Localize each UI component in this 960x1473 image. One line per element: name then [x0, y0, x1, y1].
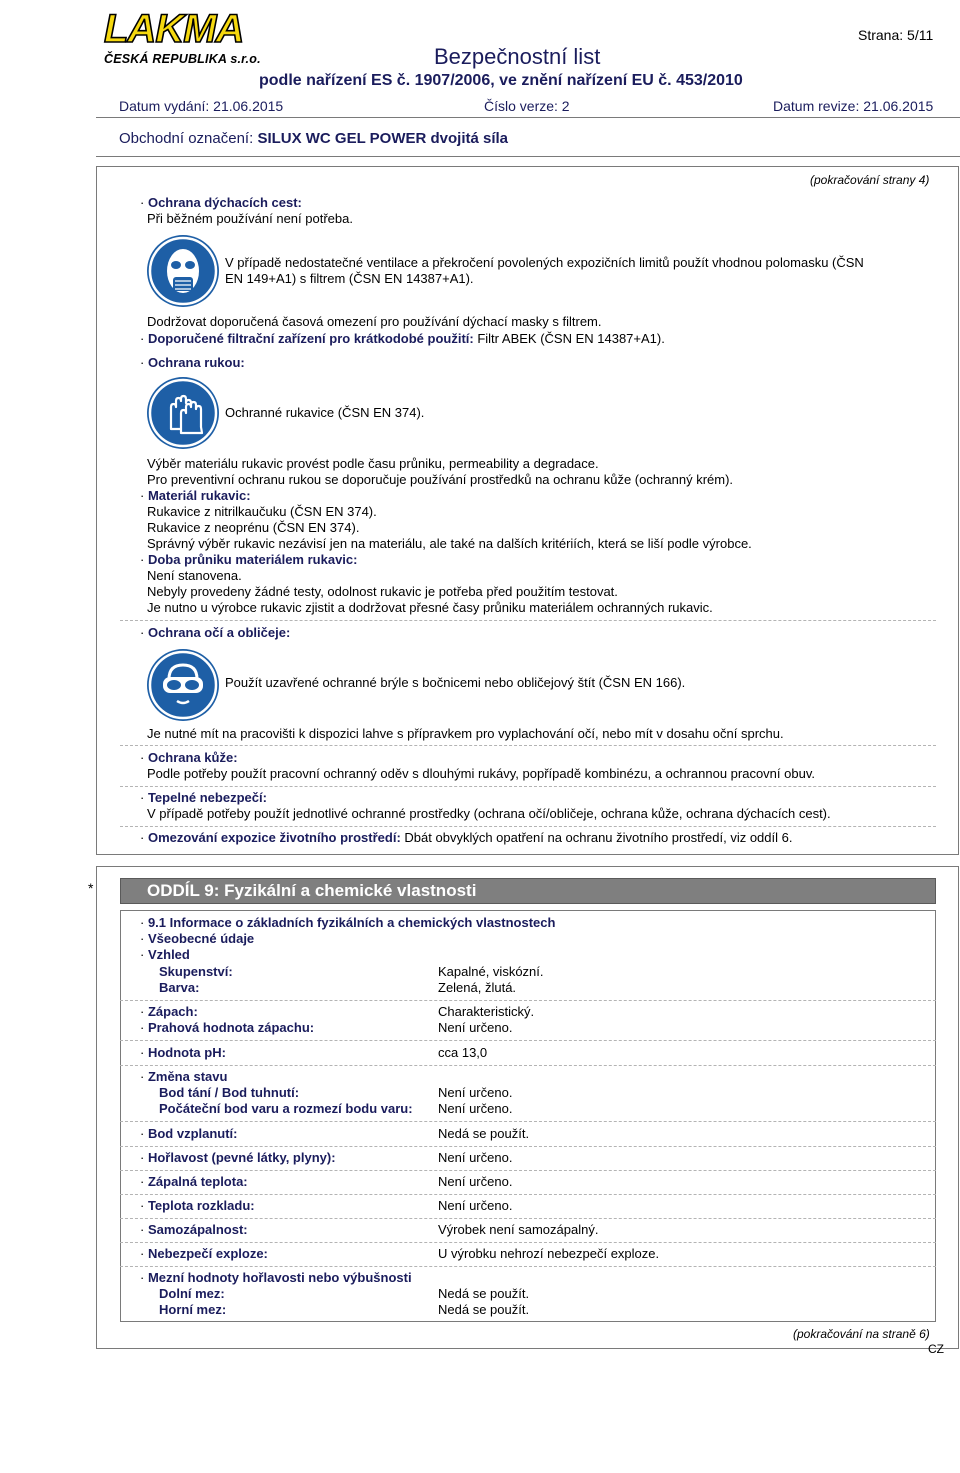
- ignition-line: · Zápalná teplota:: [140, 1174, 248, 1189]
- appearance-line: · Vzhled: [140, 947, 190, 962]
- flammability-label: Hořlavost (pevné látky, plyny):: [147, 1150, 336, 1165]
- divider: [120, 1242, 936, 1243]
- eye-label: · Ochrana očí a obličeje:: [140, 625, 291, 640]
- divider: [120, 1218, 936, 1219]
- env-value: Dbát obvyklých opatření na ochranu životního prostředí, viz oddíl 6.: [404, 830, 793, 845]
- logo-top: LAKMA: [104, 7, 244, 51]
- divider: [120, 745, 936, 746]
- divider: [120, 786, 936, 787]
- appearance-text: Vzhled: [147, 947, 190, 962]
- thermal-label: · Tepelné nebezpečí:: [140, 790, 267, 805]
- filter-label: Doporučené filtrační zařízení pro krátkodobé použití:: [147, 331, 474, 346]
- ignition-value: Není určeno.: [438, 1174, 513, 1189]
- divider: [120, 826, 936, 827]
- divider: [120, 1065, 936, 1066]
- filter-value: Filtr ABEK (ČSN EN 14387+A1).: [477, 331, 665, 346]
- skin-line-1: Podle potřeby použít pracovní ochranný oděv s dlouhými rukávy, popřípadě kombinézu, a ochrannou pracovní obuv.: [147, 766, 815, 781]
- hand-line-1: Výběr materiálu rukavic provést podle času průniku, permeability a degradace.: [147, 456, 599, 471]
- general-text: Všeobecné údaje: [147, 931, 255, 946]
- lower-limit-label: Dolní mez:: [159, 1286, 225, 1301]
- form-label: Skupenství:: [159, 964, 233, 979]
- flash-line: · Bod vzplanutí:: [140, 1126, 238, 1141]
- explosion-label: Nebezpečí exploze:: [147, 1246, 268, 1261]
- divider: [120, 1194, 936, 1195]
- respirator-icon: [147, 235, 219, 307]
- flash-label: Bod vzplanutí:: [147, 1126, 238, 1141]
- eye-icon-text: Použít uzavřené ochranné brýle s bočnicemi nebo obličejový štít (ČSN EN 166).: [225, 675, 686, 690]
- ignition-label: Zápalná teplota:: [147, 1174, 248, 1189]
- ph-line: · Hodnota pH:: [140, 1045, 226, 1060]
- gloves-icon: [147, 377, 219, 449]
- material-line-1: Rukavice z nitrilkaučuku (ČSN EN 374).: [147, 504, 377, 519]
- divider: [120, 620, 936, 621]
- issue-date: Datum vydání: 21.06.2015: [119, 98, 284, 114]
- hand-line-2: Pro preventivní ochranu rukou se doporučuje používání prostředků na ochranu kůže (ochranný krém).: [147, 472, 734, 487]
- color-label: Barva:: [159, 980, 200, 995]
- divider: [120, 1040, 936, 1041]
- document-title: Bezpečnostní list: [434, 44, 601, 69]
- melting-label: Bod tání / Bod tuhnutí:: [159, 1085, 300, 1100]
- self-ignition-label: Samozápalnost:: [147, 1222, 248, 1237]
- hand-label: · Ochrana rukou:: [140, 355, 245, 370]
- thermal-line-1: V případě potřeby použít jednotlivé ochranné prostředky (ochrana očí/obličeje, ochrana kůže, ochrana dýchacích cest).: [147, 806, 831, 821]
- self-ignition-line: · Samozápalnost:: [140, 1222, 248, 1237]
- respiratory-label: · Ochrana dýchacích cest:: [140, 195, 302, 210]
- flammability-value: Není určeno.: [438, 1150, 513, 1165]
- form-value: Kapalné, viskózní.: [438, 964, 544, 979]
- skin-label-text: Ochrana kůže:: [147, 750, 238, 765]
- flammability-line: · Hořlavost (pevné látky, plyny):: [140, 1150, 336, 1165]
- breakthrough-label: · Doba průniku materiálem rukavic:: [140, 552, 358, 567]
- material-label-text: Materiál rukavic:: [147, 488, 251, 503]
- material-label: · Materiál rukavic:: [140, 488, 251, 503]
- version-number: Číslo verze: 2: [484, 98, 570, 114]
- ph-value: cca 13,0: [438, 1045, 488, 1060]
- decomposition-line: · Teplota rozkladu:: [140, 1198, 255, 1213]
- trade-name-rule: [96, 156, 960, 157]
- explosion-value: U výrobku nehrozí nebezpečí exploze.: [438, 1246, 660, 1261]
- info-line: · 9.1 Informace o základních fyzikálních a chemických vlastnostech: [140, 915, 556, 930]
- decomposition-label: Teplota rozkladu:: [147, 1198, 255, 1213]
- continued-to: (pokračování na straně 6): [793, 1327, 930, 1341]
- logo-bottom: ČESKÁ REPUBLIKA s.r.o.: [104, 52, 261, 66]
- limits-label: Mezní hodnoty hořlavosti nebo výbušnosti: [147, 1270, 412, 1285]
- country-code: CZ: [928, 1342, 944, 1356]
- skin-label: · Ochrana kůže:: [140, 750, 238, 765]
- logo: [104, 8, 276, 70]
- respiratory-line-3: Dodržovat doporučená časová omezení pro používání dýchací masky s filtrem.: [147, 314, 602, 329]
- boiling-label: Počáteční bod varu a rozmezí bodu varu:: [159, 1101, 413, 1116]
- odor-label: Zápach:: [147, 1004, 198, 1019]
- hand-label-text: Ochrana rukou:: [147, 355, 245, 370]
- ph-label: Hodnota pH:: [147, 1045, 226, 1060]
- continued-from: (pokračování strany 4): [810, 173, 930, 187]
- explosion-line: · Nebezpečí exploze:: [140, 1246, 268, 1261]
- odor-threshold-line: · Prahová hodnota zápachu:: [140, 1020, 315, 1035]
- material-line-3: Správný výběr rukavic nezávisí jen na materiálu, ale také na dalších kritériích, která se liší podle výrobce.: [147, 536, 752, 551]
- thermal-label-text: Tepelné nebezpečí:: [147, 790, 267, 805]
- divider: [120, 1266, 936, 1267]
- respiratory-line-2b: EN 149+A1) s filtrem (ČSN EN 14387+A1).: [225, 271, 474, 286]
- eye-line-1: Je nutné mít na pracovišti k dispozici lahve s přípravkem pro vyplachování očí, nebo mít v dosahu oční sprchu.: [147, 726, 784, 741]
- limits-line: · Mezní hodnoty hořlavosti nebo výbušnosti: [140, 1270, 412, 1285]
- upper-limit-label: Horní mez:: [159, 1302, 227, 1317]
- header-rule: [96, 117, 960, 118]
- boiling-value: Není určeno.: [438, 1101, 513, 1116]
- divider: [120, 1170, 936, 1171]
- trade-name-value: SILUX WC GEL POWER dvojitá síla: [257, 130, 509, 147]
- breakthrough-line-1: Není stanovena.: [147, 568, 242, 583]
- env-label: Omezování expozice životního prostředí:: [147, 830, 401, 845]
- trade-name-label: Obchodní označení:: [119, 130, 254, 147]
- divider: [120, 1000, 936, 1001]
- odor-value: Charakteristický.: [438, 1004, 535, 1019]
- hand-icon-text: Ochranné rukavice (ČSN EN 374).: [225, 405, 425, 420]
- color-value: Zelená, žlutá.: [438, 980, 517, 995]
- state-change-label: Změna stavu: [147, 1069, 228, 1084]
- breakthrough-line-2: Nebyly provedeny žádné testy, odolnost rukavic je potřeba před použitím testovat.: [147, 584, 618, 599]
- trade-name: [119, 130, 508, 148]
- document-subtitle: podle nařízení ES č. 1907/2006, ve znění nařízení EU č. 453/2010: [259, 72, 743, 89]
- respiratory-line-2a: V případě nedostatečné ventilace a překročení povolených expozičních limitů použít vhodnou polomasku (ČSN: [225, 255, 864, 270]
- page-number: Strana: 5/11: [858, 27, 934, 43]
- odor-threshold-value: Není určeno.: [438, 1020, 513, 1035]
- breakthrough-label-text: Doba průniku materiálem rukavic:: [147, 552, 358, 567]
- eye-label-text: Ochrana očí a obličeje:: [147, 625, 291, 640]
- env-line: · Omezování expozice životního prostředí: Dbát obvyklých opatření na ochranu životního prostředí, viz oddíl 6.: [140, 830, 793, 845]
- material-line-2: Rukavice z neoprénu (ČSN EN 374).: [147, 520, 360, 535]
- decomposition-value: Není určeno.: [438, 1198, 513, 1213]
- goggles-icon: [147, 649, 219, 721]
- lower-limit-value: Nedá se použít.: [438, 1286, 530, 1301]
- breakthrough-line-3: Je nutno u výrobce rukavic zjistit a dodržovat přesné časy průniku materiálem ochranných rukavic.: [147, 600, 713, 615]
- odor-threshold-label: Prahová hodnota zápachu:: [147, 1020, 315, 1035]
- self-ignition-value: Výrobek není samozápalný.: [438, 1222, 599, 1237]
- flash-value: Nedá se použít.: [438, 1126, 530, 1141]
- divider: [120, 1146, 936, 1147]
- revision-date: Datum revize: 21.06.2015: [773, 98, 934, 114]
- section9-title: ODDÍL 9: Fyzikální a chemické vlastnosti: [147, 881, 477, 900]
- odor-line: · Zápach:: [140, 1004, 198, 1019]
- melting-value: Není určeno.: [438, 1085, 513, 1100]
- filter-line: · Doporučené filtrační zařízení pro krátkodobé použití: Filtr ABEK (ČSN EN 14387+A1).: [140, 331, 665, 346]
- respiratory-line-1: Při běžném používání není potřeba.: [147, 211, 353, 226]
- state-change-line: · Změna stavu: [140, 1069, 228, 1084]
- change-marker: *: [88, 880, 94, 896]
- respiratory-label-text: Ochrana dýchacích cest:: [147, 195, 302, 210]
- divider: [120, 1121, 936, 1122]
- upper-limit-value: Nedá se použít.: [438, 1302, 530, 1317]
- general-line: · Všeobecné údaje: [140, 931, 255, 946]
- info-text: 9.1 Informace o základních fyzikálních a chemických vlastnostech: [147, 915, 556, 930]
